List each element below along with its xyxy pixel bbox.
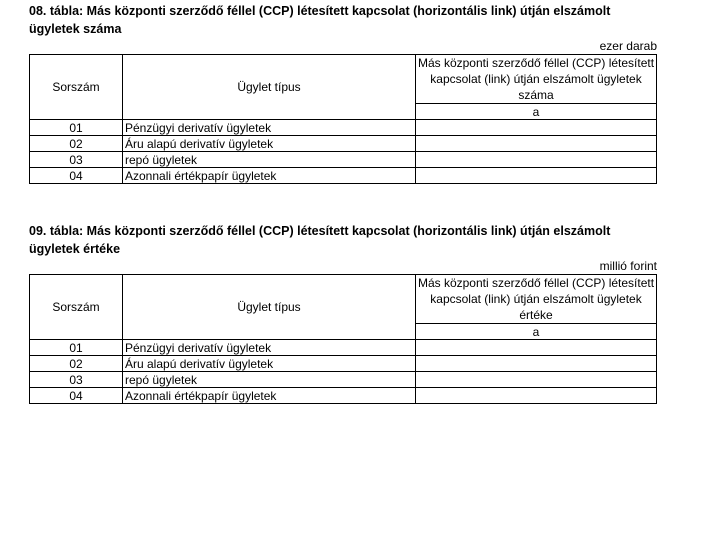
header-sorszam: Sorszám: [30, 275, 123, 340]
row-type: repó ügyletek: [123, 372, 416, 388]
row-type: Azonnali értékpapír ügyletek: [123, 388, 416, 404]
row-number: 04: [30, 388, 123, 404]
table-row: [30, 152, 657, 168]
table-row: [30, 136, 657, 152]
table-09-title: 09. tábla: Más központi szerződő féllel (CCP) létesített kapcsolat (horizontális link) útján elszámolt ügyletek értéke: [29, 224, 611, 256]
row-number: 03: [30, 152, 123, 168]
table-row: [30, 168, 657, 184]
table-09-section: [29, 222, 657, 404]
row-type: Pénzügyi derivatív ügyletek: [123, 120, 416, 136]
header-value-column: Más központi szerződő féllel (CCP) létesített kapcsolat (link) útján elszámolt ügyletek értéke: [416, 275, 657, 324]
header-value-column: Más központi szerződő féllel (CCP) létesített kapcsolat (link) útján elszámolt ügyletek száma: [416, 55, 657, 104]
header-value-code: a: [416, 104, 657, 120]
row-type: Azonnali értékpapír ügyletek: [123, 168, 416, 184]
table-row: [30, 120, 657, 136]
row-type: Pénzügyi derivatív ügyletek: [123, 340, 416, 356]
row-type: Áru alapú derivatív ügyletek: [123, 136, 416, 152]
row-number: 02: [30, 356, 123, 372]
header-value-code: a: [416, 324, 657, 340]
header-sorszam: Sorszám: [30, 55, 123, 120]
table-09-unit: millió forint: [599, 259, 657, 273]
row-value-cell[interactable]: [416, 120, 657, 136]
row-type: repó ügyletek: [123, 152, 416, 168]
table-08: [29, 54, 657, 184]
table-09: [29, 274, 657, 404]
table-row: [30, 388, 657, 404]
header-ugylet-tipus: Ügylet típus: [123, 55, 416, 120]
row-value-cell[interactable]: [416, 168, 657, 184]
row-number: 04: [30, 168, 123, 184]
row-type: Áru alapú derivatív ügyletek: [123, 356, 416, 372]
row-number: 01: [30, 120, 123, 136]
row-value-cell[interactable]: [416, 372, 657, 388]
header-ugylet-tipus: Ügylet típus: [123, 275, 416, 340]
table-row: [30, 356, 657, 372]
table-row: [30, 340, 657, 356]
row-value-cell[interactable]: [416, 356, 657, 372]
table-08-title: 08. tábla: Más központi szerződő féllel (CCP) létesített kapcsolat (horizontális link) útján elszámolt ügyletek száma: [29, 4, 611, 36]
row-number: 02: [30, 136, 123, 152]
row-number: 03: [30, 372, 123, 388]
table-row: [30, 372, 657, 388]
row-value-cell[interactable]: [416, 152, 657, 168]
table-08-unit: ezer darab: [599, 39, 657, 53]
row-value-cell[interactable]: [416, 340, 657, 356]
table-08-section: [29, 2, 657, 184]
row-value-cell[interactable]: [416, 388, 657, 404]
row-number: 01: [30, 340, 123, 356]
row-value-cell[interactable]: [416, 136, 657, 152]
